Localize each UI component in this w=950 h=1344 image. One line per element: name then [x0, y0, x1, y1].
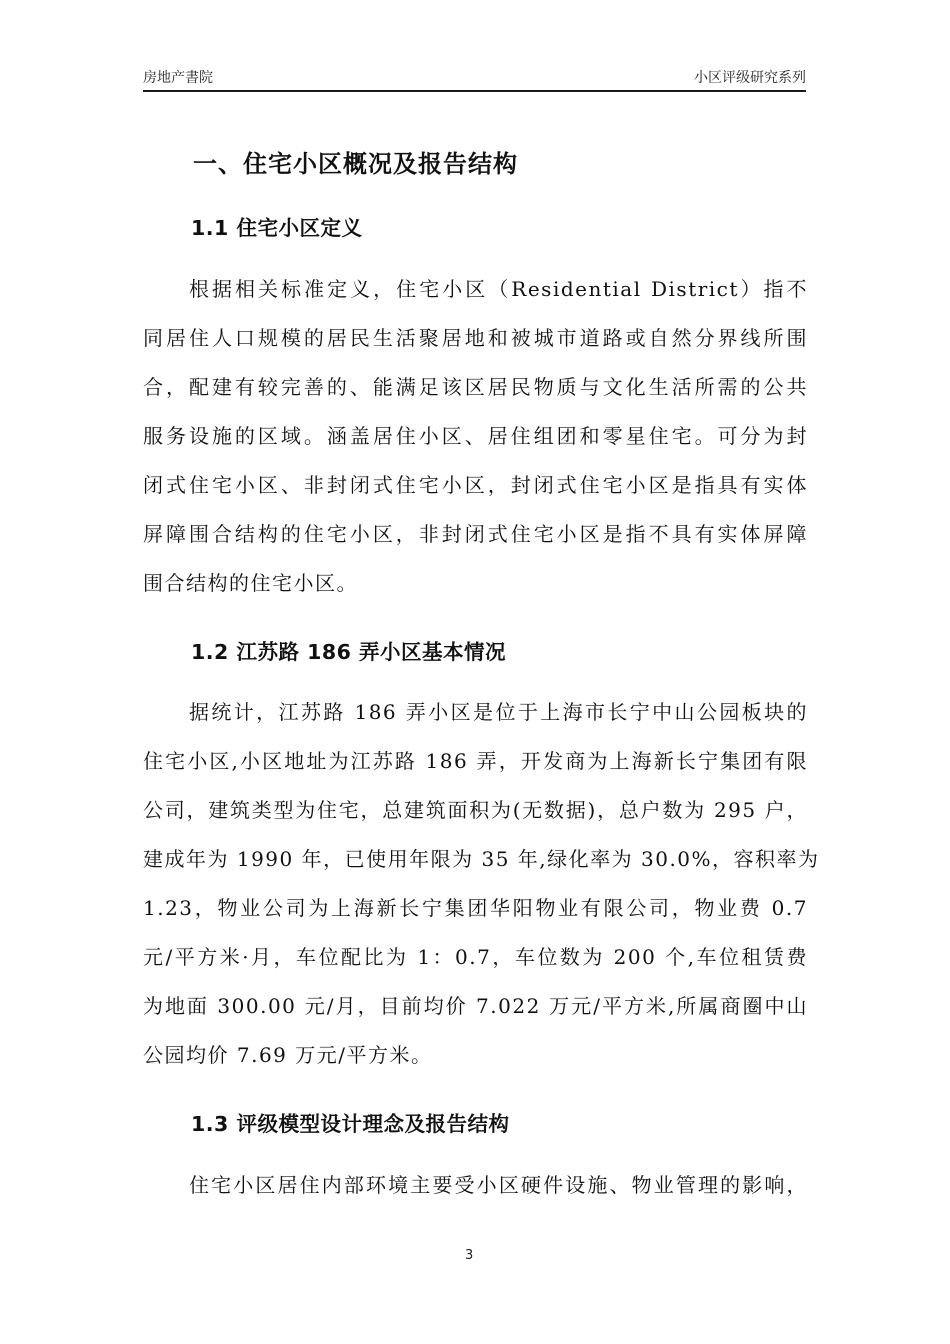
section-title: 一、住宅小区概况及报告结构: [193, 150, 518, 178]
text-line: 根据相关标准定义，住宅小区（Residential District）指不: [189, 277, 808, 301]
subsection-title-1-1: 1.1 住宅小区定义: [191, 216, 363, 240]
paragraph-basic-info: [143, 688, 820, 1080]
text-line: 围合结构的住宅小区。: [143, 571, 358, 595]
subsection-title-1-3: 1.3 评级模型设计理念及报告结构: [191, 1112, 510, 1136]
text-line: 同居住人口规模的居民生活聚居地和被城市道路或自然分界线所围: [143, 326, 808, 350]
header-series: 小区评级研究系列: [694, 70, 806, 86]
text-line: 服务设施的区域。涵盖居住小区、居住组团和零星住宅。可分为封: [143, 424, 808, 448]
page-number: 3: [465, 1248, 474, 1263]
text-line: 建成年为 1990 年，已使用年限为 35 年,绿化率为 30.0%，容积率为: [143, 847, 820, 871]
text-line: 为地面 300.00 元/月，目前均价 7.022 万元/平方米,所属商圈中山: [143, 994, 808, 1018]
text-line: 1.23，物业公司为上海新长宁集团华阳物业有限公司，物业费 0.7: [143, 896, 808, 920]
text-line: 公园均价 7.69 万元/平方米。: [143, 1043, 433, 1067]
paragraph-model-design: [143, 1161, 808, 1210]
subsection-title-1-2: 1.2 江苏路 186 弄小区基本情况: [191, 640, 507, 664]
text-line: 屏障围合结构的住宅小区，非封闭式住宅小区是指不具有实体屏障: [143, 522, 808, 546]
header-publisher: 房地产書院: [143, 70, 213, 86]
text-line: 元/平方米·月，车位配比为 1：0.7，车位数为 200 个,车位租赁费: [143, 945, 808, 969]
paragraph-definition: [143, 265, 808, 608]
text-line: 住宅小区,小区地址为江苏路 186 弄，开发商为上海新长宁集团有限: [143, 749, 808, 773]
text-line: 据统计，江苏路 186 弄小区是位于上海市长宁中山公园板块的: [189, 700, 808, 724]
text-line: 合，配建有较完善的、能满足该区居民物质与文化生活所需的公共: [143, 375, 808, 399]
page-header: [143, 66, 806, 92]
text-line: 闭式住宅小区、非封闭式住宅小区，封闭式住宅小区是指具有实体: [143, 473, 808, 497]
text-line: 住宅小区居住内部环境主要受小区硬件设施、物业管理的影响，: [189, 1173, 808, 1197]
text-line: 公司，建筑类型为住宅，总建筑面积为(无数据)，总户数为 295 户，: [143, 798, 808, 822]
